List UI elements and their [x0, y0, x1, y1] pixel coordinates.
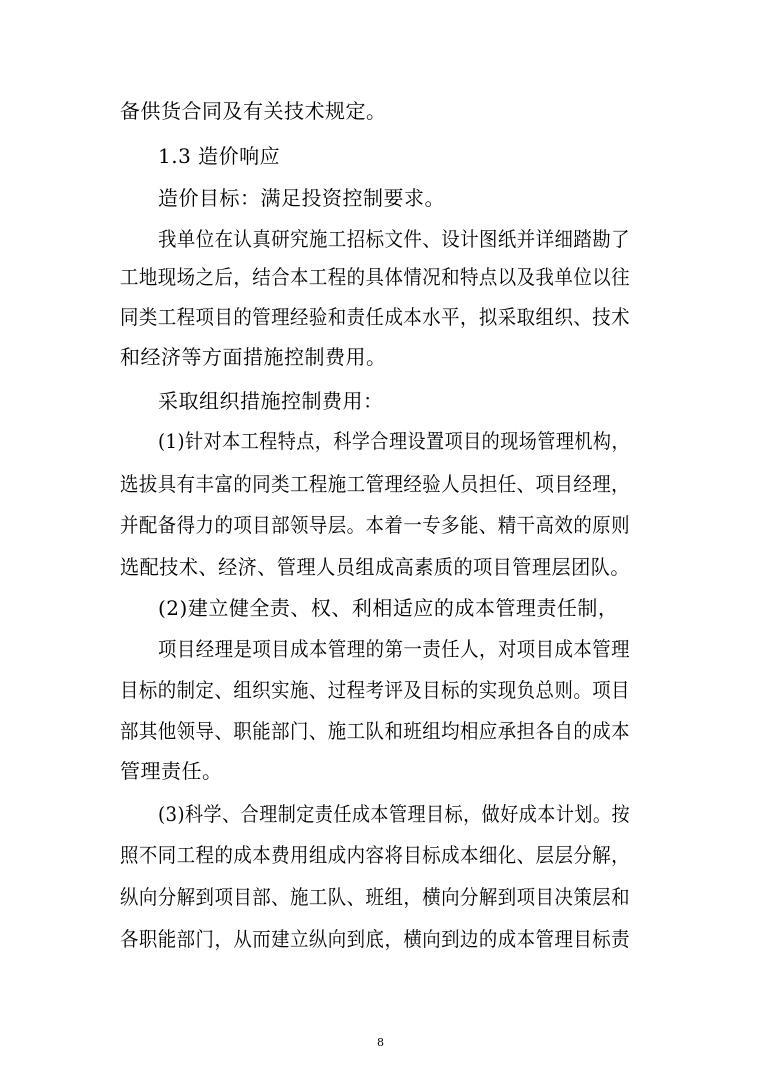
text-line — [120, 471, 761, 497]
line-text: 项目经理是项目成本管理的第一责任人，对项目成本管理 — [158, 637, 631, 661]
line-text: 照不同工程的成本费用组成内容将目标成本细化、层层分解， — [120, 843, 630, 867]
text-line — [120, 842, 761, 868]
line-text: 纵向分解到项目部、施工队、班组，横向分解到项目决策层和 — [120, 885, 630, 909]
line-text: 我单位在认真研究施工招标文件、设计图纸并详细踏勘了 — [158, 227, 631, 251]
text-line — [158, 636, 761, 662]
text-line — [120, 677, 761, 703]
line-text: 和经济等方面措施控制费用。 — [120, 345, 387, 369]
line-text: 管理责任。 — [120, 759, 223, 783]
line-text: (1)针对本工程特点，科学合理设置项目的现场管理机构， — [158, 429, 631, 453]
line-text: 同类工程项目的管理经验和责任成本水平，拟采取组织、技术 — [120, 305, 630, 329]
line-text: 并配备得力的项目部领导层。本着一专多能、精干高效的原则 — [120, 513, 630, 537]
line-text: 部其他领导、职能部门、施工队和班组均相应承担各自的成本 — [120, 719, 630, 743]
line-text: 选拔具有丰富的同类工程施工管理经验人员担任、项目经理， — [120, 472, 630, 496]
line-text: 选配技术、经济、管理人员组成高素质的项目管理层团队。 — [120, 555, 630, 579]
text-line — [158, 595, 761, 621]
section-heading — [158, 143, 761, 169]
line-text: 备供货合同及有关技术规定。 — [120, 99, 387, 123]
text-line — [120, 554, 761, 580]
line-text: 采取组织措施控制费用： — [158, 389, 384, 413]
line-text: 工地现场之后，结合本工程的具体情况和特点以及我单位以往 — [120, 265, 630, 289]
text-line — [158, 428, 761, 454]
text-line — [120, 304, 761, 330]
text-line — [120, 512, 761, 538]
text-line — [158, 801, 761, 827]
text-line — [120, 884, 761, 910]
line-text: 目标的制定、组织实施、过程考评及目标的实现负总则。项目 — [120, 678, 630, 702]
text-line — [120, 344, 761, 370]
text-line — [158, 185, 761, 211]
line-text: (2)建立健全责、权、利相适应的成本管理责任制， — [158, 596, 619, 620]
page-number: 8 — [377, 1036, 384, 1049]
text-line — [158, 388, 761, 414]
line-text: (3)科学、合理制定责任成本管理目标，做好成本计划。按 — [158, 802, 631, 826]
text-line — [120, 926, 761, 952]
text-line — [120, 98, 761, 124]
text-line — [120, 264, 761, 290]
text-line — [120, 758, 761, 784]
line-text: 造价目标：满足投资控制要求。 — [158, 186, 445, 210]
text-line — [120, 718, 761, 744]
line-text: 各职能部门，从而建立纵向到底，横向到边的成本管理目标责 — [120, 927, 630, 951]
text-line — [158, 226, 761, 252]
line-text: 1.3 造价响应 — [158, 144, 281, 168]
